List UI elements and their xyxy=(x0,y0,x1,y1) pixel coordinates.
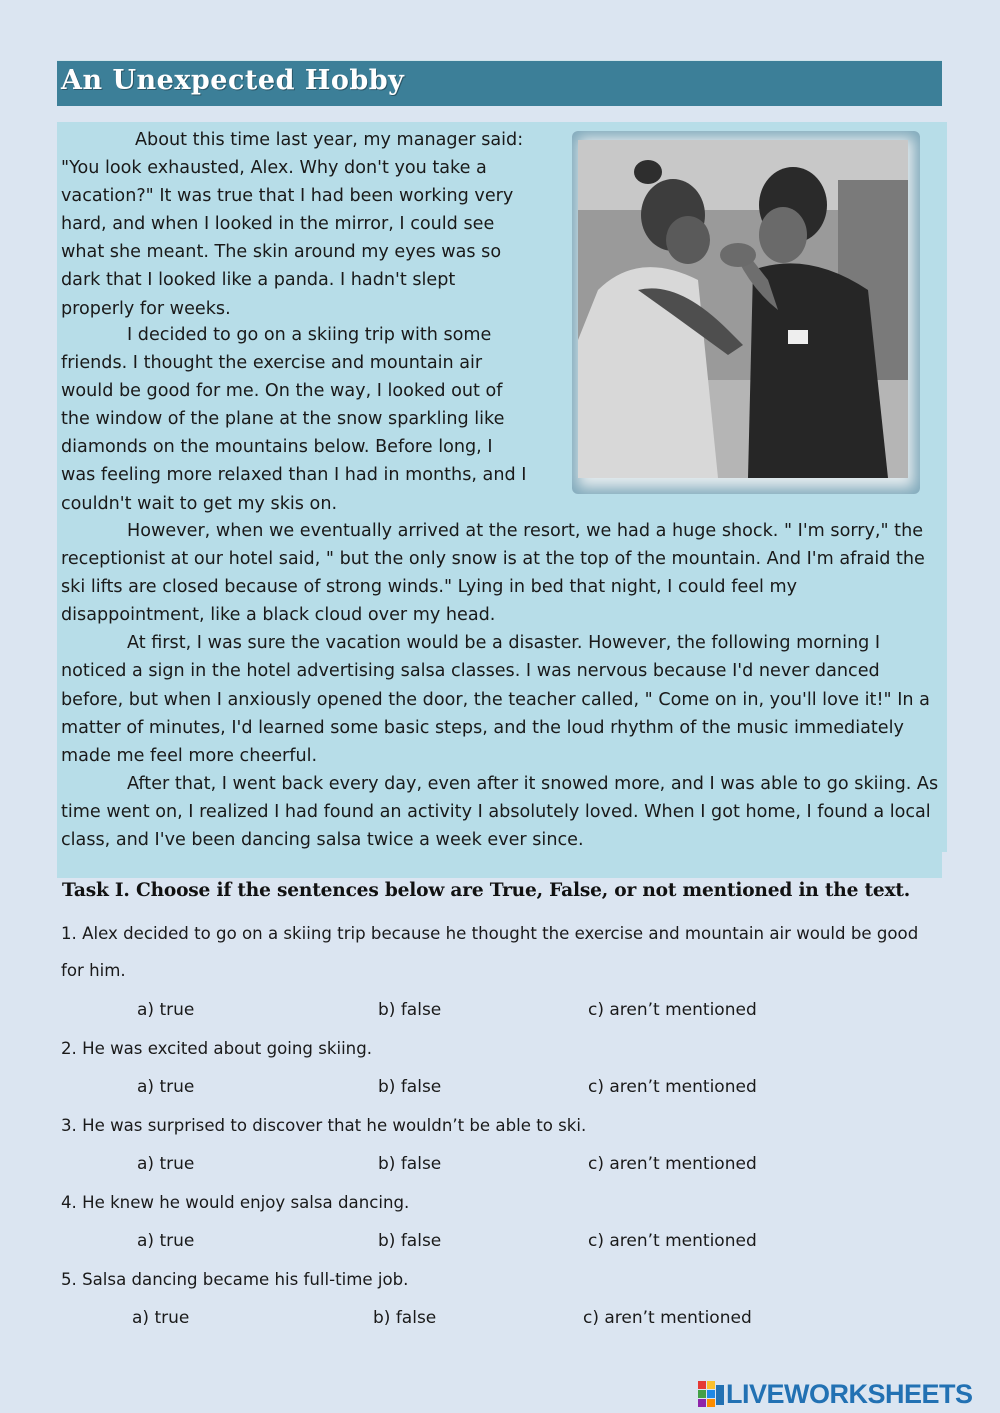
question-4-option-c[interactable]: c) aren’t mentioned xyxy=(588,1231,757,1251)
passage-paragraph: About this time last year, my manager said: "You look exhausted, Alex. Why don't you take a vacation?" It was true that I had been working very hard, and when I looked in the mirror, I could see what she meant. The skin around my eyes was so dark that I looked like a panda. I hadn't slept properly for weeks. xyxy=(61,130,524,319)
question-1-text-cont: for him. xyxy=(61,961,126,980)
question-5-text: 5. Salsa dancing became his full-time job. xyxy=(61,1270,409,1289)
passage-paragraph: At first, I was sure the vacation would be a disaster. However, the following morning I noticed a sign in the hotel advertising salsa classes. I was nervous because I'd never danced before, but when I anxiously opened the door, the teacher called, " Come on in, you'll love it!" In a matter of minutes, I'd learned some basic steps, and the loud rhythm of the music immediately made me feel more cheerful. xyxy=(61,633,930,766)
reading-passage xyxy=(61,126,941,323)
question-4-option-b[interactable]: b) false xyxy=(378,1231,442,1251)
liveworksheets-logo-icon xyxy=(698,1381,724,1407)
question-3-text: 3. He was surprised to discover that he wouldn’t be able to ski. xyxy=(61,1116,587,1135)
logo-text: LIVEWORKSHEETS xyxy=(726,1378,973,1409)
title-bar xyxy=(57,60,942,106)
question-1-option-b[interactable]: b) false xyxy=(378,1000,442,1020)
question-3-option-c[interactable]: c) aren’t mentioned xyxy=(588,1154,757,1174)
question-5-option-a[interactable]: a) true xyxy=(132,1308,190,1328)
question-1-text: 1. Alex decided to go on a skiing trip because he thought the exercise and mountain air would be good xyxy=(61,924,919,943)
passage-paragraph: After that, I went back every day, even after it snowed more, and I was able to go skiing. As time went on, I realized I had found an activity I absolutely loved. When I got home, I found a local class, and I've been dancing salsa twice a week ever since. xyxy=(61,773,939,851)
page-title: An Unexpected Hobby xyxy=(61,65,405,96)
question-5-option-b[interactable]: b) false xyxy=(373,1308,437,1328)
passage-column-2 xyxy=(61,321,531,518)
passage-column-full xyxy=(61,517,941,854)
question-4-option-a[interactable]: a) true xyxy=(137,1231,195,1251)
question-4-text: 4. He knew he would enjoy salsa dancing. xyxy=(61,1193,410,1212)
passage-paragraph: However, when we eventually arrived at the resort, we had a huge shock. " I'm sorry," the receptionist at our hotel said, " but the only snow is at the top of the mountain. And I'm afraid the ski lifts are closed because of strong winds." Lying in bed that night, I could feel my disappointment, like a black cloud over my head. xyxy=(61,521,925,626)
question-3-option-b[interactable]: b) false xyxy=(378,1154,442,1174)
question-2-option-b[interactable]: b) false xyxy=(378,1077,442,1097)
passage-paragraph: I decided to go on a skiing trip with some friends. I thought the exercise and mountain air would be good for me. On the way, I looked out of the window of the plane at the snow sparkling like diamonds on the mountains below. Before long, I was feeling more relaxed than I had in months, and I couldn't wait to get my skis on. xyxy=(61,325,527,514)
task-heading: Task I. Choose if the sentences below are True, False, or not mentioned in the text. xyxy=(62,880,911,901)
question-1-option-c[interactable]: c) aren’t mentioned xyxy=(588,1000,757,1020)
reading-box-extension xyxy=(57,850,942,878)
question-1-option-a[interactable]: a) true xyxy=(137,1000,195,1020)
question-5-option-c[interactable]: c) aren’t mentioned xyxy=(583,1308,752,1328)
liveworksheets-logo[interactable] xyxy=(698,1376,973,1412)
question-3-option-a[interactable]: a) true xyxy=(137,1154,195,1174)
question-2-option-c[interactable]: c) aren’t mentioned xyxy=(588,1077,757,1097)
question-2-text: 2. He was excited about going skiing. xyxy=(61,1039,373,1058)
question-2-option-a[interactable]: a) true xyxy=(137,1077,195,1097)
